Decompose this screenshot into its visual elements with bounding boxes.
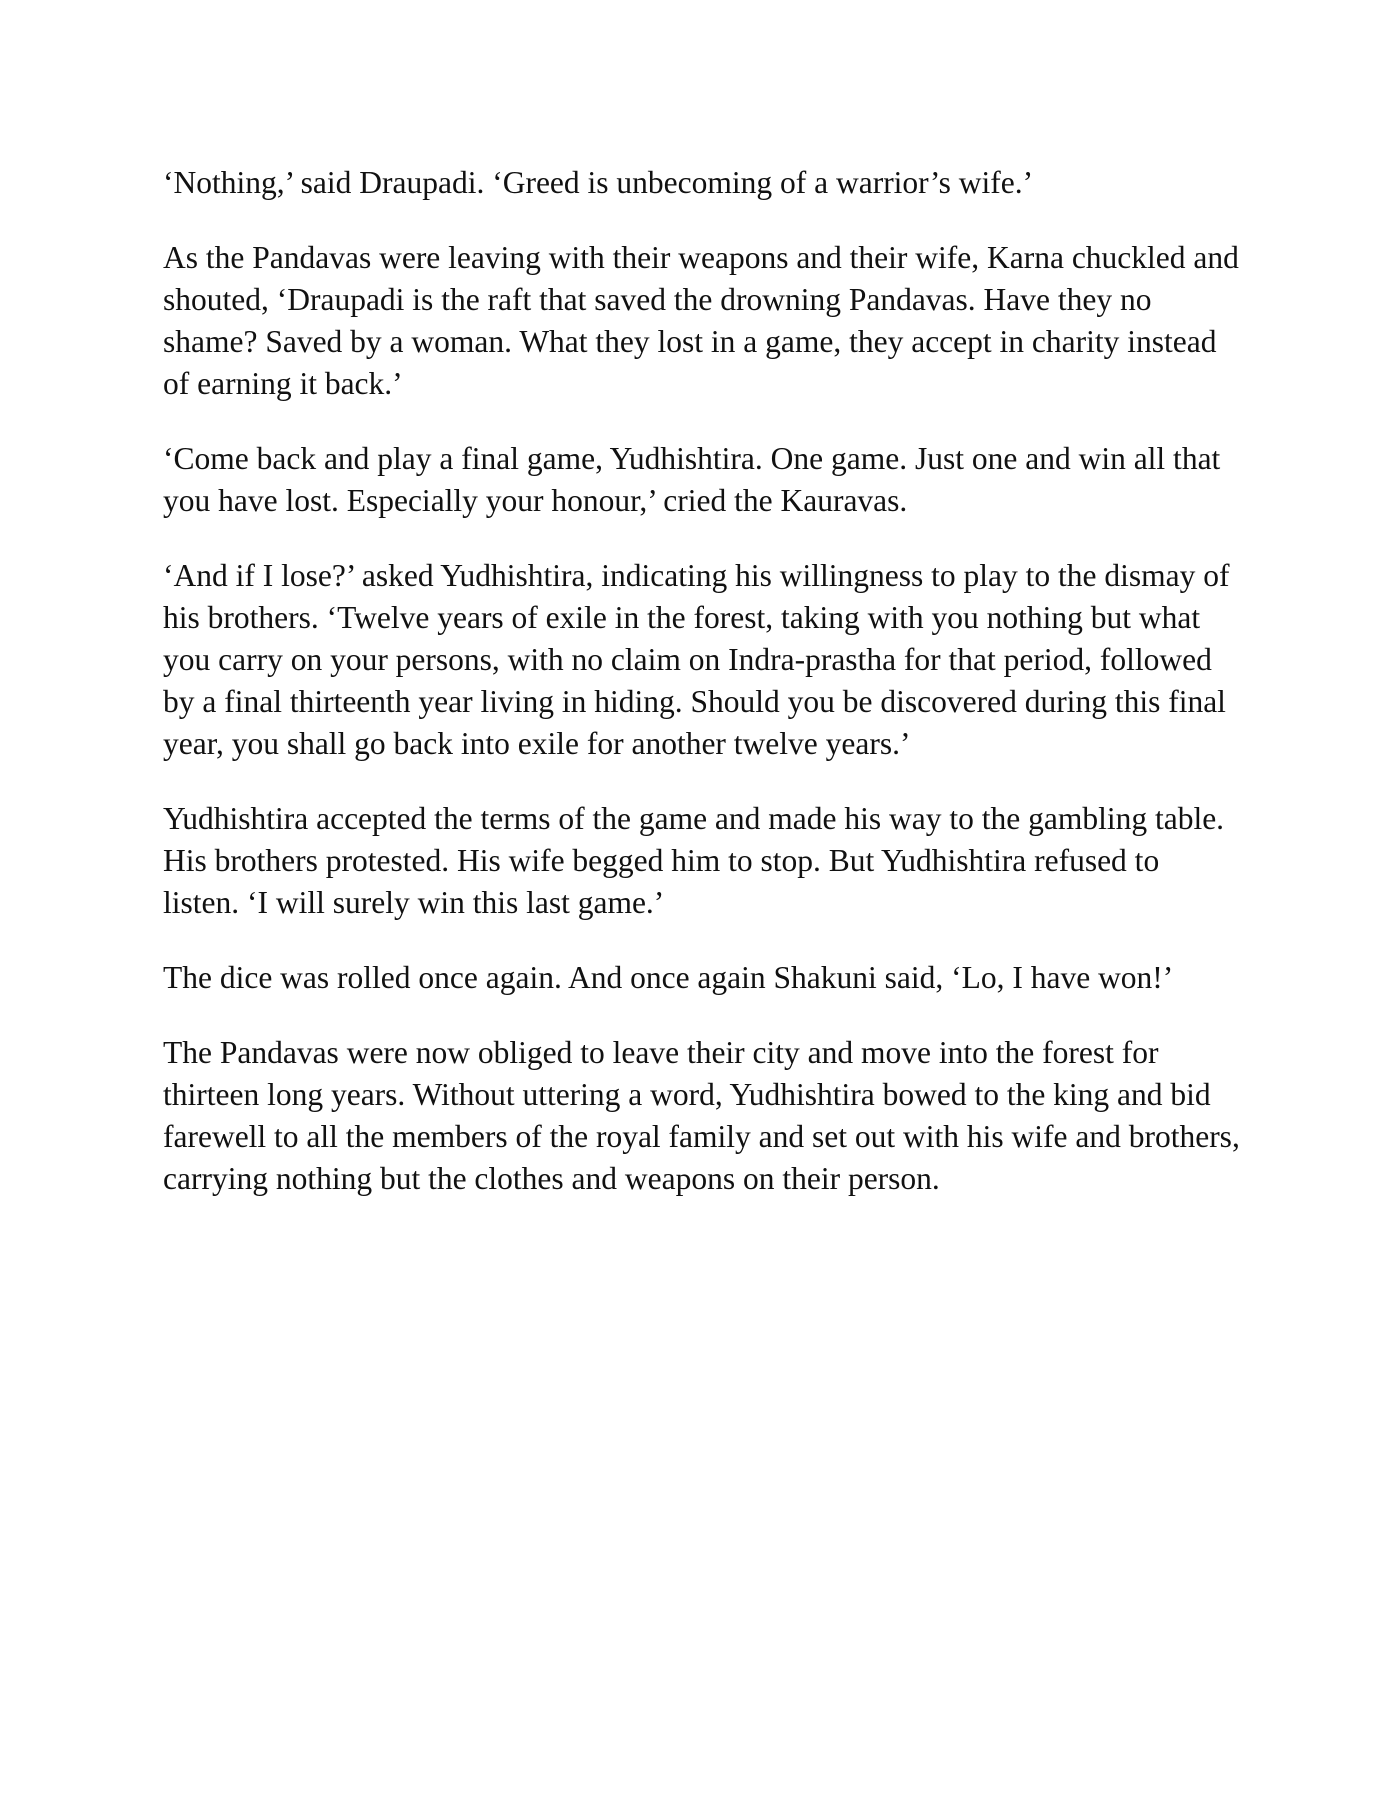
paragraph-yudhishtira-accepts: Yudhishtira accepted the terms of the game and made his way to the gambling table. His brothers protested. His wife begged him to stop. But Yudhishtira refused to listen. ‘I will surely win this last game.’ <box>163 801 1225 920</box>
paragraph-kauravas-challenge: ‘Come back and play a final game, Yudhishtira. One game. Just one and win all that you have lost. Especially your honour,’ cried the Kauravas. <box>163 441 1221 518</box>
paragraph-dice-rolled: The dice was rolled once again. And once again Shakuni said, ‘Lo, I have won!’ <box>163 960 1174 995</box>
paragraph-karna-mocks: As the Pandavas were leaving with their weapons and their wife, Karna chuckled and shouted, ‘Draupadi is the raft that saved the drowning Pandavas. Have they no shame? Saved by a woman. What they lost in a game, they accept in charity instead of earning it back.’ <box>163 240 1239 401</box>
paragraph-terms-of-game: ‘And if I lose?’ asked Yudhishtira, indicating his willingness to play to the dismay of his brothers. ‘Twelve years of exile in the forest, taking with you nothing but what you carry on your persons, with no claim on Indra-prastha for that period, followed by a final thirteenth year living in hiding. Should you be discovered during this final year, you shall go back into exile for another twelve years.’ <box>163 558 1230 761</box>
paragraph-exile-begins: The Pandavas were now obliged to leave their city and move into the forest for thirteen long years. Without uttering a word, Yudhishtira bowed to the king and bid farewell to all the members of the royal family and set out with his wife and brothers, carrying nothing but the clothes and weapons on their person. <box>163 1035 1240 1196</box>
paragraph-draupadi-reply: ‘Nothing,’ said Draupadi. ‘Greed is unbecoming of a warrior’s wife.’ <box>163 165 1034 200</box>
document-body <box>163 162 1243 1233</box>
